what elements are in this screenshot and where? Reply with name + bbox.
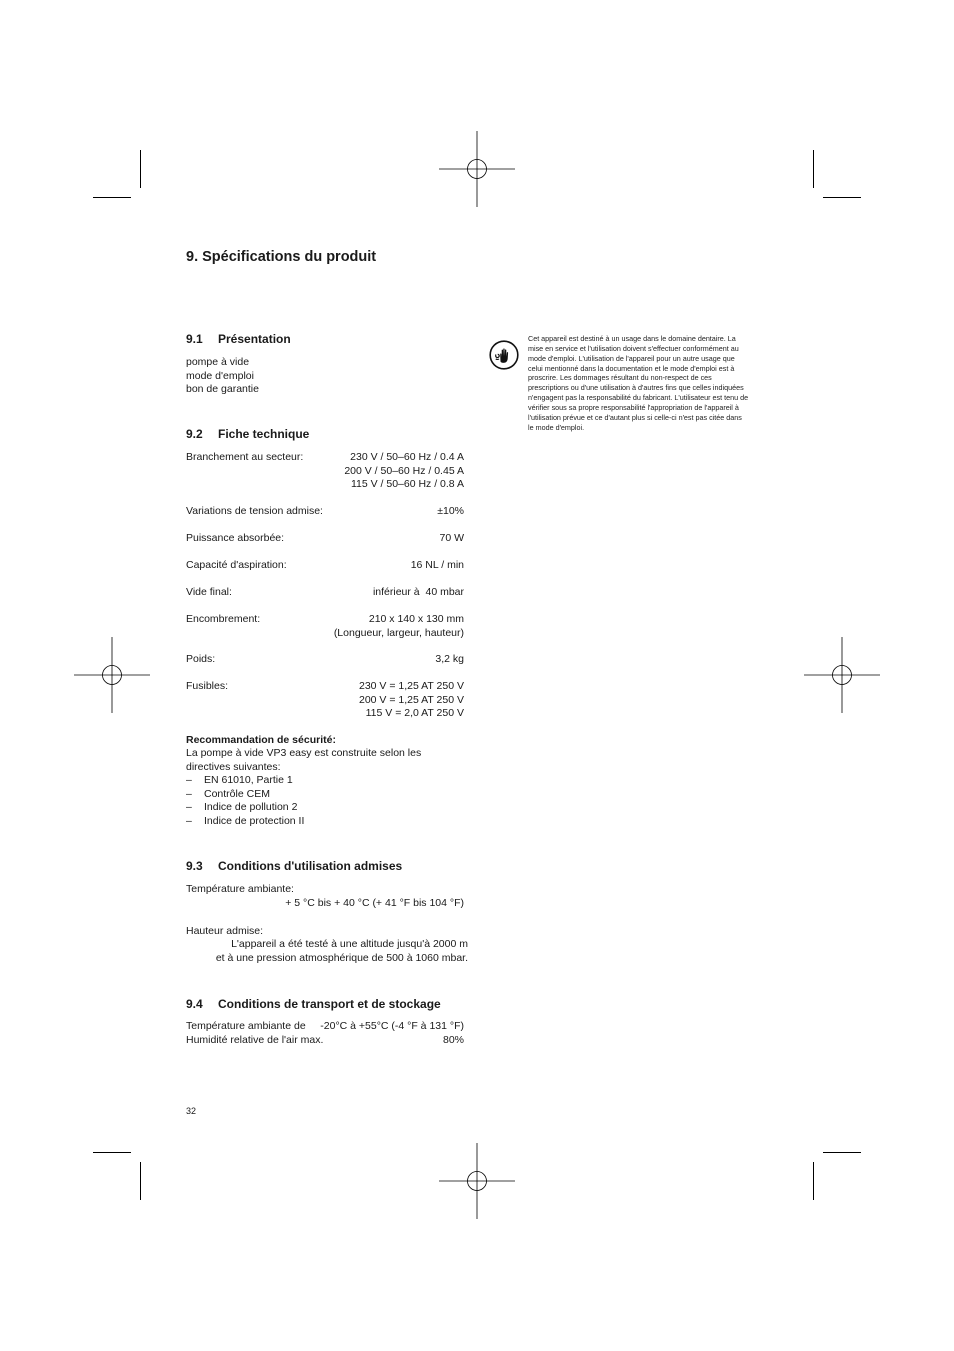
section-heading-conditions [186,859,402,873]
section-number: 9.1 [186,332,203,346]
spec-label: Variations de tension admise: [186,505,323,517]
spec-label: Température ambiante de [186,1020,306,1032]
registration-mark-icon [804,637,880,713]
notice-line: mise en service et l'utilisation doivent s'effectuer conformément au [528,343,739,353]
list-item: pompe à vide [186,356,250,368]
spec-label: Fusibles: [186,680,229,692]
crop-mark [813,150,814,188]
temperature-label: Température ambiante: [186,883,294,895]
spec-label: Branchement au secteur: [186,451,304,463]
list-item-text: Indice de protection II [204,814,305,827]
notice-line: l'utilisation prévue et ce d'autant plus si celle-ci n'est pas citée dans [528,412,742,422]
dash-bullet: – [186,801,192,814]
safety-intro [186,747,421,774]
crop-mark [140,150,141,188]
spec-value: ±10% [437,505,464,517]
notice-line: mode d'emploi. L'utilisation de l'appareil pour un autre usage que [528,353,735,363]
spec-label: Capacité d'aspiration: [186,559,287,571]
spec-value: inférieur à 40 mbar [372,586,464,598]
presentation-list [186,356,259,397]
safety-intro-line: directives suivantes: [186,760,281,773]
section-heading-transport [186,997,441,1011]
spec-value-line: 200 V = 1,25 AT 250 V [359,693,464,706]
section-number: 9.2 [186,427,203,441]
section-title: Conditions d'utilisation admises [218,859,403,873]
list-item-text: Contrôle CEM [204,787,270,800]
dash-bullet: – [186,774,192,786]
notice-line: le mode d'emploi. [528,422,585,432]
spec-value [359,680,464,721]
spec-value-line: 200 V / 50–60 Hz / 0.45 A [344,464,464,477]
spec-value [344,451,464,492]
page-title: 9. Spécifications du produit [186,249,377,265]
list-item [186,788,304,802]
altitude-value [186,938,468,965]
safety-list [186,774,304,828]
crop-mark [823,197,861,198]
altitude-value-line: et à une pression atmosphérique de 500 à 1060 mbar. [215,951,468,964]
crop-mark [93,197,131,198]
spec-label: Encombrement: [186,613,261,625]
list-item: mode d'emploi [186,369,254,382]
altitude-label: Hauteur admise: [186,925,264,937]
section-title: Présentation [218,332,291,346]
stop-hand-icon [489,340,519,370]
list-item: bon de garantie [186,383,259,396]
spec-label: Vide final: [186,586,232,598]
spec-label: Puissance absorbée: [186,532,285,544]
page-number: 32 [186,1106,197,1116]
crop-mark [140,1162,141,1200]
spec-value: 3,2 kg [435,653,464,665]
section-number: 9.4 [186,997,203,1011]
spec-value: 80% [442,1034,464,1046]
list-item [186,774,304,788]
spec-value-line: 115 V / 50–60 Hz / 0.8 A [350,478,464,491]
spec-value-line: 210 x 140 x 130 mm [368,613,464,625]
notice-line: vérifier sous sa propre responsabilité l'appropriation de l'appareil à [528,402,739,412]
spec-value: 70 W [439,532,464,544]
spec-value: -20°C à +55°C (-4 °F à 131 °F) [320,1020,464,1032]
spec-label: Humidité relative de l'air max. [186,1034,324,1046]
section-title: Conditions de transport et de stockage [218,997,441,1011]
notice-line: prescriptions ou d'une utilisation à d'autres fins que celles indiquées [528,383,744,393]
spec-label: Poids: [186,653,216,665]
notice-line: celui mentionné dans la documentation et le mode d'emploi est à [528,363,735,373]
spec-value-line: (Longueur, largeur, hauteur) [333,626,464,639]
altitude-value-line: L'appareil a été testé à une altitude jusqu'à 2000 m [231,938,468,950]
crop-mark [93,1152,131,1153]
crop-mark [823,1152,861,1153]
notice-line: n'engagent pas la responsabilité du fabricant. L'utilisateur est tenu de [528,393,749,403]
spec-value-line: 230 V / 50–60 Hz / 0.4 A [350,451,464,463]
temperature-value: + 5 °C bis + 40 °C (+ 41 °F bis 104 °F) [285,897,464,909]
section-heading-technique [186,427,309,441]
list-item-text: Indice de pollution 2 [204,801,298,814]
spec-value: 16 NL / min [410,559,464,571]
registration-mark-icon [439,1143,515,1219]
safety-heading: Recommandation de sécurité: [186,734,336,746]
notice-line: proscrire. Les dommages résultant du non-respect de ces [528,373,712,383]
list-item [186,801,304,815]
list-item [186,815,304,829]
crop-mark [813,1162,814,1200]
usage-notice [528,334,770,432]
section-heading-presentation [186,332,291,346]
dash-bullet: – [186,814,192,827]
dash-bullet: – [186,787,192,800]
spec-value [334,613,464,640]
safety-intro-line: La pompe à vide VP3 easy est construite selon les [186,747,422,759]
spec-value-line: 115 V = 2,0 AT 250 V [365,707,464,720]
section-title: Fiche technique [218,427,310,441]
spec-value-line: 230 V = 1,25 AT 250 V [359,680,464,692]
registration-mark-icon [74,637,150,713]
list-item-text: EN 61010, Partie 1 [204,774,293,786]
section-number: 9.3 [186,859,203,873]
notice-line: Cet appareil est destiné à un usage dans le domaine dentaire. La [528,334,736,343]
registration-mark-icon [439,131,515,207]
